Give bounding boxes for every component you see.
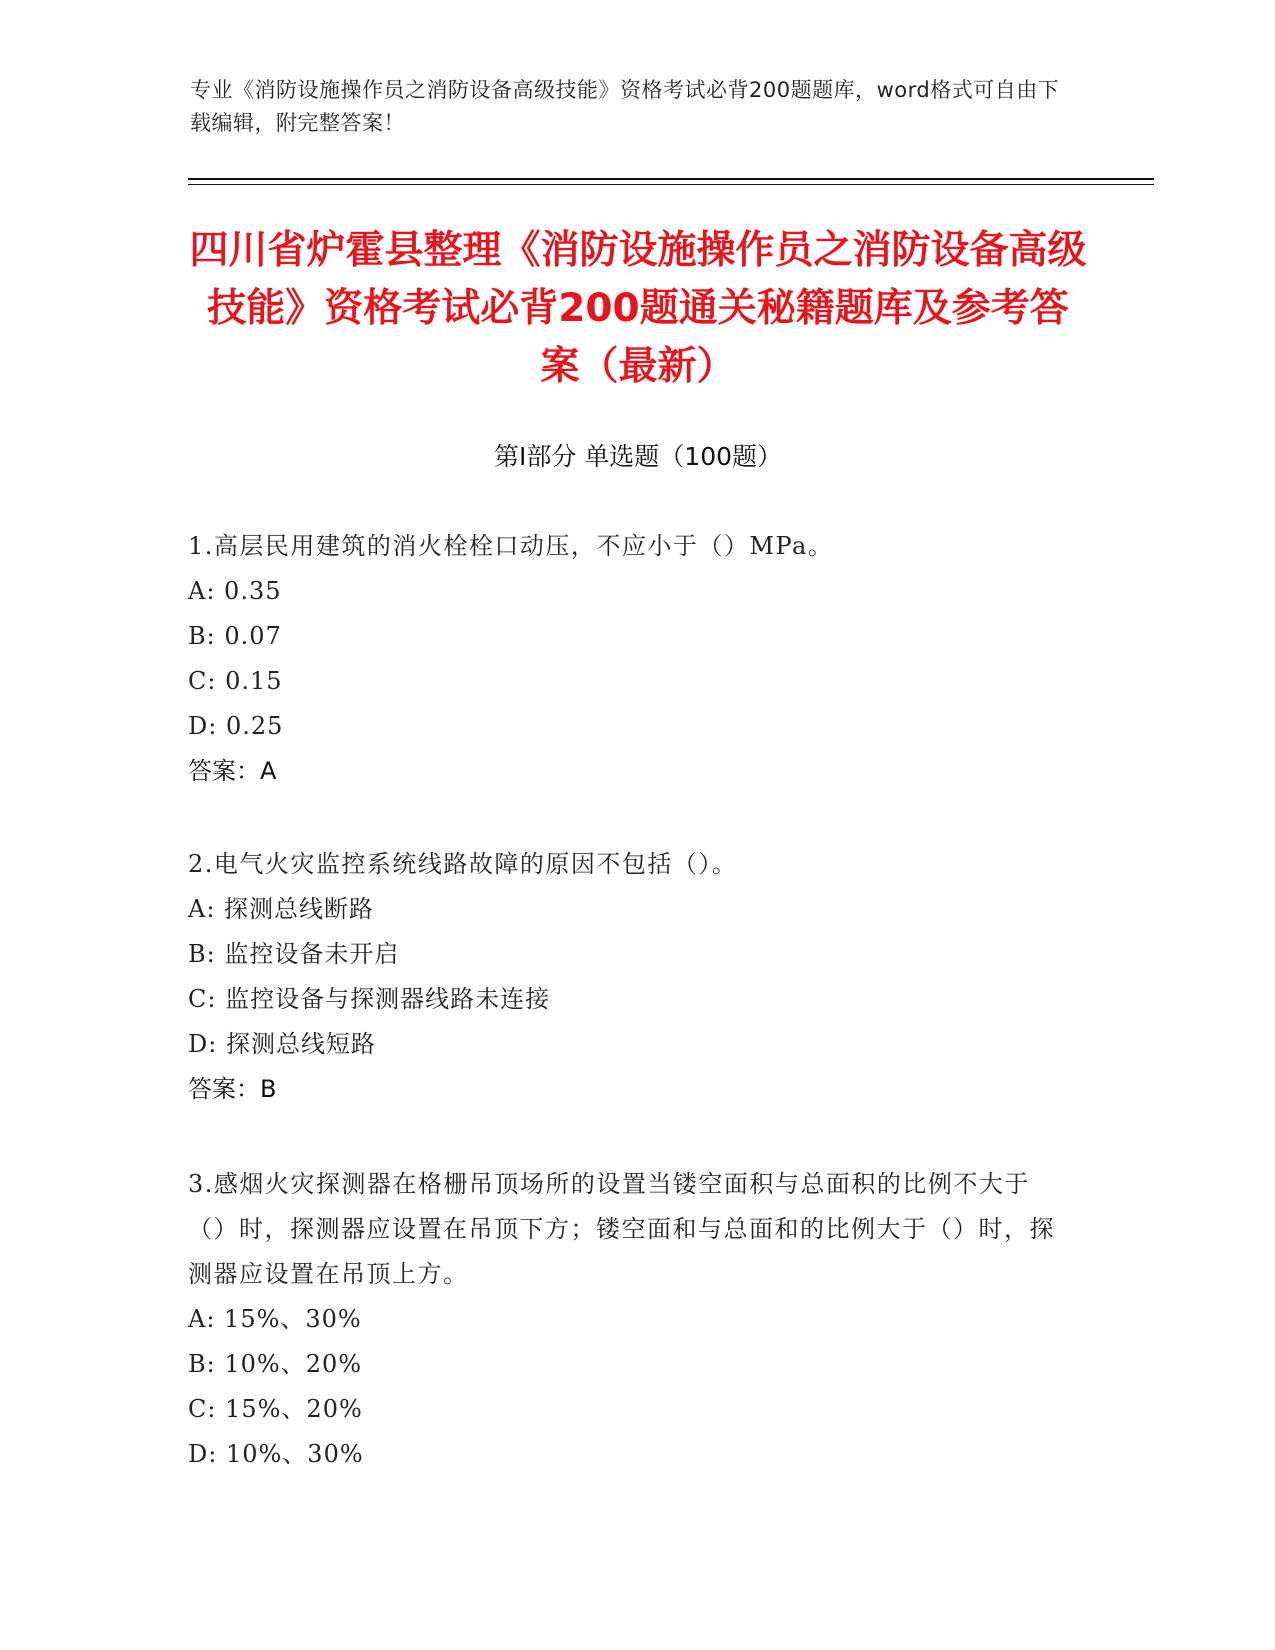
option-c: C: 监控设备与探测器线路未连接 (188, 985, 551, 1013)
option-a: A: 0.35 (188, 577, 282, 605)
option-d: D: 10%、30% (188, 1440, 364, 1468)
question-stem: 3.感烟火灾探测器在格栅吊顶场所的设置当镂空面积与总面积的比例不大于（）时，探测器应设置在吊顶下方；镂空面和与总面和的比例大于（）时，探测器应设置在吊顶上方。 (188, 1170, 1055, 1288)
document-title: 四川省炉霍县整理《消防设施操作员之消防设备高级技能》资格考试必背200题通关秘籍题库及参考答案（最新） (189, 228, 1087, 389)
option-a: A: 探测总线断路 (188, 895, 375, 923)
option-b: B: 0.07 (188, 622, 282, 650)
question-2 (188, 842, 1068, 1112)
answer: 答案：A (188, 757, 277, 785)
question-stem: 1.高层民用建筑的消火栓栓口动压，不应小于（）MPa。 (188, 532, 834, 560)
section-title: 第Ⅰ部分 单选题（100题） (493, 442, 783, 471)
option-b: B: 监控设备未开启 (188, 940, 400, 968)
question-1 (188, 524, 1068, 794)
header-note: 专业《消防设施操作员之消防设备高级技能》资格考试必背200题题库，word格式可自由下载编辑，附完整答案！ (190, 78, 1060, 135)
header-rule-thin (188, 184, 1154, 185)
option-b: B: 10%、20% (188, 1350, 363, 1378)
option-c: C: 15%、20% (188, 1395, 363, 1423)
question-3 (188, 1162, 1068, 1477)
header-rule-thick (188, 178, 1154, 180)
answer: 答案：B (188, 1075, 277, 1103)
option-a: A: 15%、30% (188, 1305, 362, 1333)
option-d: D: 0.25 (188, 712, 284, 740)
option-d: D: 探测总线短路 (188, 1030, 376, 1058)
option-c: C: 0.15 (188, 667, 283, 695)
question-stem: 2.电气火灾监控系统线路故障的原因不包括（）。 (188, 850, 738, 878)
